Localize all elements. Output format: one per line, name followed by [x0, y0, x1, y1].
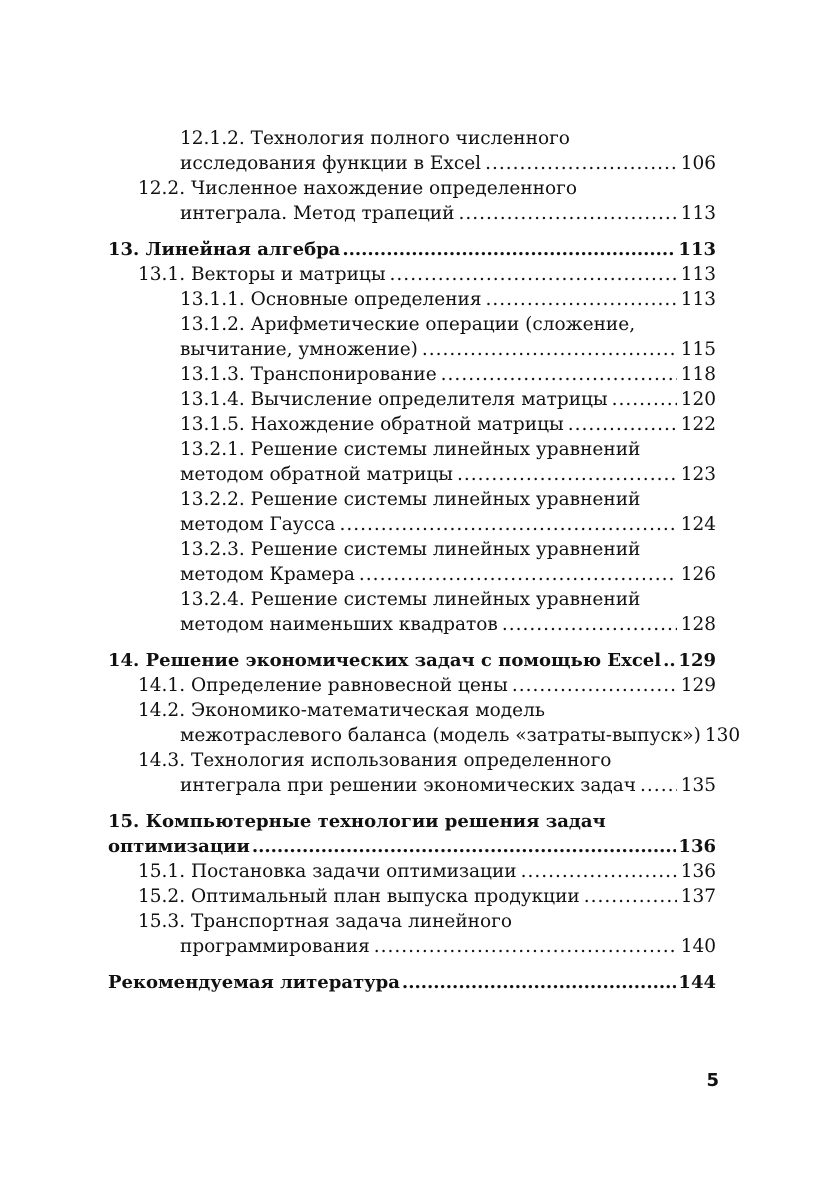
- toc-entry-15-2: [108, 884, 716, 909]
- toc-entry-title: 15. Компьютерные технологии решения задач: [108, 811, 606, 832]
- toc-entry-title: 13.1.5. Нахождение обратной матрицы: [180, 414, 564, 435]
- toc-entry-13-1-4: [108, 387, 716, 412]
- toc-entry-line: [108, 237, 716, 262]
- toc-page-number: 113: [680, 264, 716, 285]
- leader-dots: [640, 773, 677, 798]
- toc-entry-title: 12.2. Численное нахождение определенного: [138, 178, 577, 199]
- toc-entry-line: [108, 723, 741, 748]
- leader-dots: [486, 287, 677, 312]
- toc-references: [108, 970, 716, 995]
- toc-page-number: 123: [680, 464, 716, 485]
- leader-dots: [390, 262, 677, 287]
- leader-dots: [359, 562, 677, 587]
- leader-dots: [441, 362, 677, 387]
- toc-page-number: 144: [678, 972, 716, 993]
- toc-entry-line: [108, 512, 716, 537]
- toc-entry-title: 13.1. Векторы и матрицы: [138, 264, 386, 285]
- toc-entry-title-cont: вычитание, умножение): [180, 339, 418, 360]
- toc-entry-title-cont: методом Крамера: [180, 564, 355, 585]
- toc-page-number: 120: [680, 389, 716, 410]
- toc-entry-14-2: [108, 698, 741, 748]
- leader-dots: [402, 970, 677, 995]
- toc-entry-15-1: [108, 859, 716, 884]
- toc-page-number: 135: [680, 775, 716, 796]
- leader-dots: [458, 201, 676, 226]
- toc-entry-title: 13.2.2. Решение системы линейных уравнений: [180, 489, 641, 510]
- leader-dots: [512, 673, 677, 698]
- toc-entry-line: [108, 970, 716, 995]
- leader-dots: [342, 237, 676, 262]
- toc-entry-line: [108, 934, 716, 959]
- toc-entry-13-1-1: [108, 287, 716, 312]
- toc-entry-line: [108, 337, 716, 362]
- toc-entry-13-1: [108, 262, 716, 287]
- toc-entry-line: [108, 462, 716, 487]
- leader-dots: [663, 648, 676, 673]
- toc-entry-title-cont: межотраслевого баланса (модель «затраты-выпуск»): [180, 725, 701, 746]
- leader-dots: [568, 412, 677, 437]
- toc-entry-title-cont: методом наименьших квадратов: [180, 614, 498, 635]
- toc-entry-title: 13.1.4. Вычисление определителя матрицы: [180, 389, 608, 410]
- toc-entry-title-cont: программирования: [180, 936, 370, 957]
- toc-entry-line: [108, 612, 716, 637]
- toc-entry-title: 13.1.1. Основные определения: [180, 289, 482, 310]
- toc-chapter-14: [108, 648, 716, 673]
- toc-entry-13-1-5: [108, 412, 716, 437]
- toc-page-number: 122: [680, 414, 716, 435]
- toc-entry-title: 13.2.4. Решение системы линейных уравнений: [180, 589, 641, 610]
- leader-dots: [374, 934, 677, 959]
- toc-entry-title-cont: методом обратной матрицы: [180, 464, 454, 485]
- toc-entry-title: 13.2.3. Решение системы линейных уравнений: [180, 539, 641, 560]
- toc-entry-title-cont: интеграла при решении экономических задач: [180, 775, 637, 796]
- toc-page-number: 124: [680, 514, 716, 535]
- table-of-contents: [108, 126, 741, 995]
- toc-entry-line: [108, 648, 716, 673]
- toc-entry-title: 14. Решение экономических задач с помощью Excel: [108, 650, 662, 671]
- toc-entry-13-1-2: [108, 312, 716, 362]
- leader-dots: [252, 834, 677, 859]
- toc-page-number: 126: [680, 564, 716, 585]
- leader-dots: [502, 612, 677, 637]
- toc-entry-title: 15.2. Оптимальный план выпуска продукции: [138, 886, 580, 907]
- toc-page-number: 115: [680, 339, 716, 360]
- toc-entry-title: 14.3. Технология использования определенного: [138, 750, 612, 771]
- toc-entry-title-cont: интеграла. Метод трапеций: [180, 203, 455, 224]
- toc-entry-title: 13.2.1. Решение системы линейных уравнений: [180, 439, 641, 460]
- toc-page-number: 113: [680, 203, 716, 224]
- toc-page-number: 106: [680, 153, 716, 174]
- toc-entry-line: [108, 262, 716, 287]
- toc-entry-12-2: [108, 176, 716, 226]
- toc-entry-title-cont: оптимизации: [108, 836, 250, 857]
- toc-entry-line: [108, 773, 716, 798]
- leader-dots: [485, 151, 677, 176]
- toc-entry-title-cont: методом Гаусса: [180, 514, 336, 535]
- leader-dots: [422, 337, 677, 362]
- toc-entry-title: 13. Линейная алгебра: [108, 239, 341, 260]
- toc-entry-line: [108, 859, 716, 884]
- toc-entry-13-1-3: [108, 362, 716, 387]
- toc-entry-15-3: [108, 909, 716, 959]
- toc-entry-line: [108, 362, 716, 387]
- toc-entry-13-2-2: [108, 487, 716, 537]
- toc-chapter-13: [108, 237, 716, 262]
- page-number: 5: [706, 1070, 719, 1091]
- toc-page-number: 129: [680, 675, 716, 696]
- toc-entry-14-3: [108, 748, 716, 798]
- leader-dots: [612, 387, 677, 412]
- toc-entry-title: 15.3. Транспортная задача линейного: [138, 911, 512, 932]
- toc-page-number: 130: [704, 725, 741, 746]
- toc-entry-13-2-1: [108, 437, 716, 487]
- toc-entry-13-2-4: [108, 587, 716, 637]
- toc-entry-13-2-3: [108, 537, 716, 587]
- leader-dots: [339, 512, 676, 537]
- toc-entry-line: [108, 562, 716, 587]
- toc-entry-title: 14.2. Экономико-математическая модель: [138, 700, 545, 721]
- toc-entry-title: 14.1. Определение равновесной цены: [138, 675, 508, 696]
- toc-entry-14-1: [108, 673, 716, 698]
- toc-entry-line: [108, 673, 716, 698]
- toc-entry-title: 12.1.2. Технология полного численного: [180, 128, 570, 149]
- leader-dots: [584, 884, 677, 909]
- toc-chapter-15: [108, 809, 716, 859]
- toc-entry-line: [108, 287, 716, 312]
- toc-entry-line: [108, 412, 716, 437]
- toc-entry-line: [108, 884, 716, 909]
- toc-page-number: 113: [680, 289, 716, 310]
- toc-entry-title-cont: исследования функции в Excel: [180, 153, 482, 174]
- toc-entry-line: [108, 387, 716, 412]
- toc-entry-12-1-2: [108, 126, 716, 176]
- toc-page-number: 137: [680, 886, 716, 907]
- toc-entry-title: 15.1. Постановка задачи оптимизации: [138, 861, 517, 882]
- leader-dots: [521, 859, 677, 884]
- toc-page-number: 129: [678, 650, 716, 671]
- toc-entry-line: [108, 151, 716, 176]
- toc-entry-line: [108, 834, 716, 859]
- toc-page-number: 136: [678, 836, 716, 857]
- toc-page-number: 140: [680, 936, 716, 957]
- toc-page-number: 113: [678, 239, 716, 260]
- toc-entry-title: Рекомендуемая литература: [108, 972, 400, 993]
- leader-dots: [457, 462, 677, 487]
- toc-entry-title: 13.1.3. Транспонирование: [180, 364, 437, 385]
- toc-entry-line: [108, 201, 716, 226]
- toc-entry-title: 13.1.2. Арифметические операции (сложение,: [180, 314, 636, 335]
- toc-page-number: 118: [680, 364, 716, 385]
- toc-page-number: 136: [680, 861, 716, 882]
- toc-page-number: 128: [680, 614, 716, 635]
